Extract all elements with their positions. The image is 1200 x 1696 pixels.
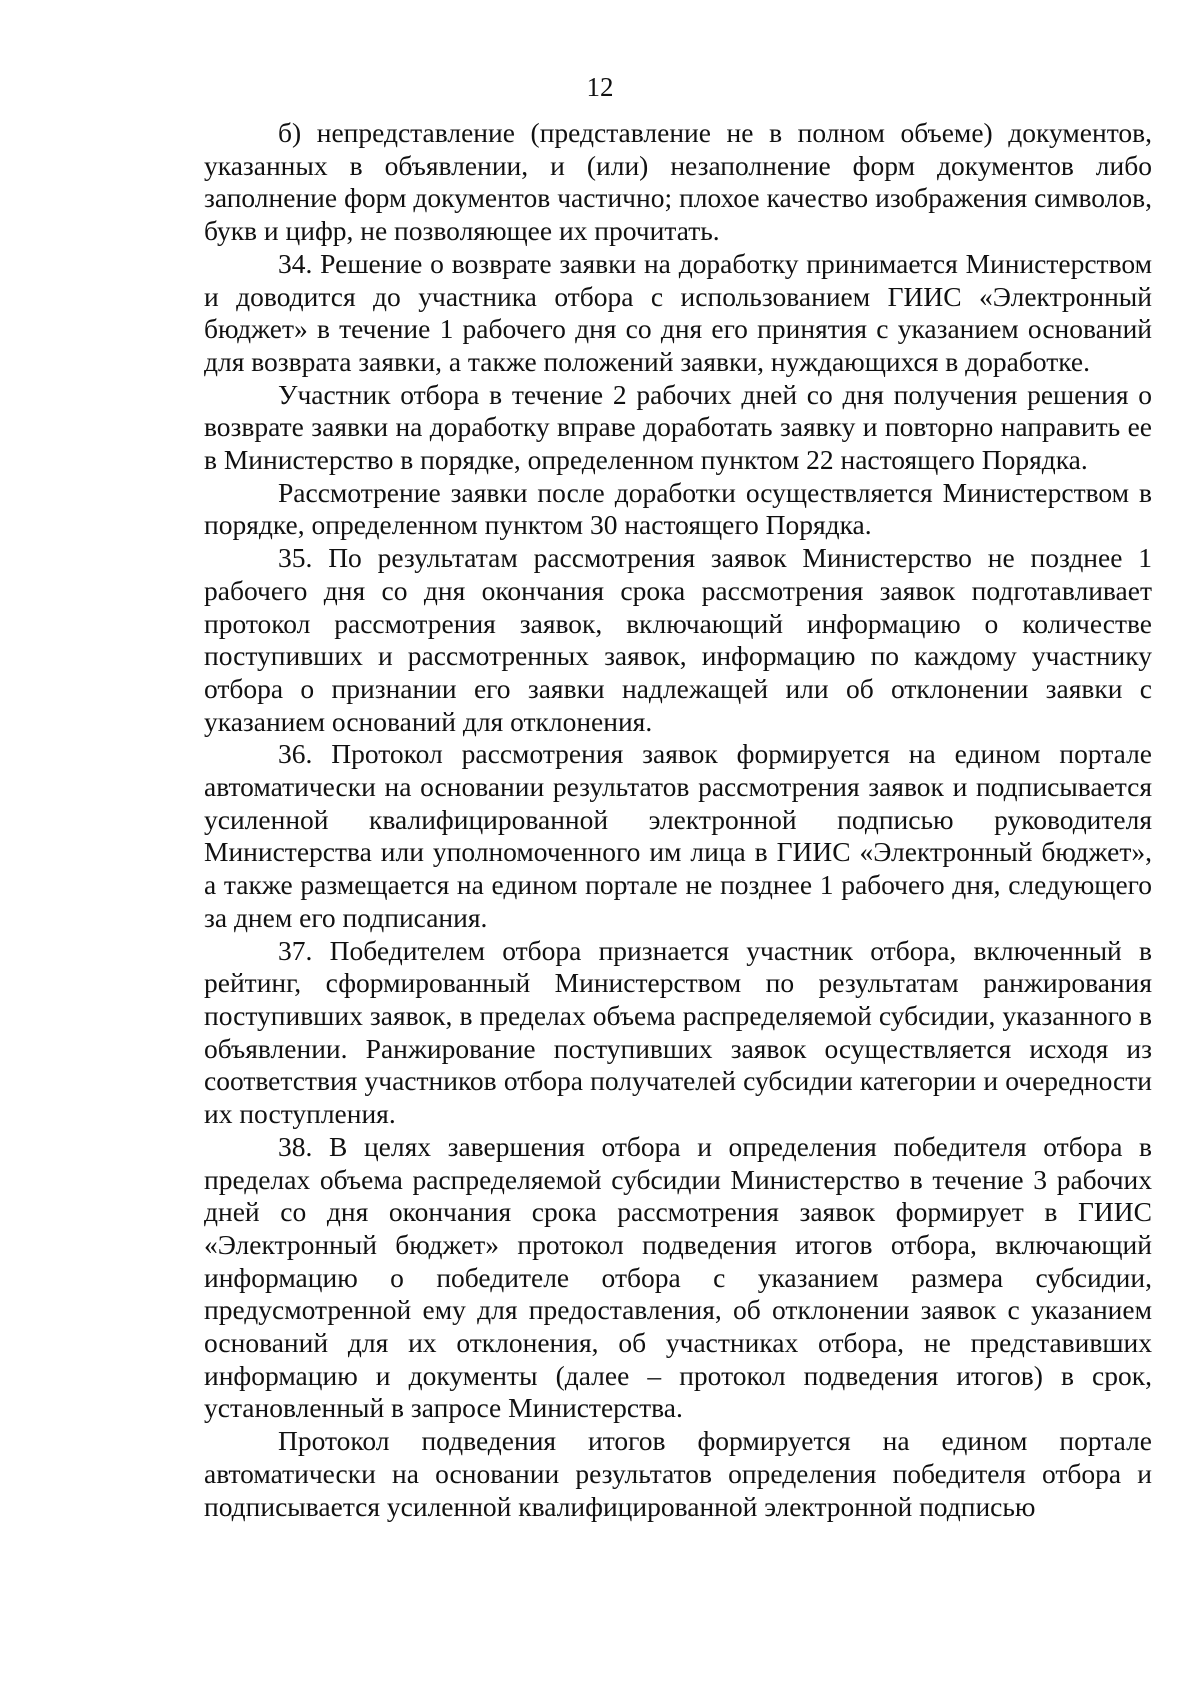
paragraph-34-participant-revision: Участник отбора в течение 2 рабочих дней со дня получения решения о возврате заявки на доработку вправе доработать заявку и повторно направить ее в Министерство в порядке, определенном пунктом 22 настоящего Порядка. [204,378,1152,476]
paragraph-item-b-nonsubmission: б) непредставление (представление не в полном объеме) документов, указанных в объявлении, и (или) незаполнение форм документов либо заполнение форм документов частично; плохое качество изображения символов, букв и цифр, не позволяющее их прочитать. [204,117,1152,247]
paragraph-38-protocol-formation: Протокол подведения итогов формируется на едином портале автоматически на основании результатов определения победителя отбора и подписывается усиленной квалифицированной электронной подписью [204,1425,1152,1522]
document-body [204,117,1152,1523]
paragraph-34-return-decision: 34. Решение о возврате заявки на доработку принимается Министерством и доводится до участника отбора с использованием ГИИС «Электронный бюджет» в течение 1 рабочего дня со дня его принятия с указанием оснований для возврата заявки, а также положений заявки, нуждающихся в доработке. [204,247,1152,377]
paragraph-34-review-after-revision: Рассмотрение заявки после доработки осуществляется Министерством в порядке, определенном пунктом 30 настоящего Порядка. [204,476,1152,541]
paragraph-35-review-protocol: 35. По результатам рассмотрения заявок Министерство не позднее 1 рабочего дня со дня окончания срока рассмотрения заявок подготавливает протокол рассмотрения заявок, включающий информацию о количестве поступивших и рассмотренных заявок, информацию по каждому участнику отбора о признании его заявки надлежащей или об отклонении заявки с указанием оснований для отклонения. [204,542,1152,737]
paragraph-38-summary-protocol: 38. В целях завершения отбора и определения победителя отбора в пределах объема распределяемой субсидии Министерство в течение 3 рабочих дней со дня окончания срока рассмотрения заявок формирует в ГИИС «Электронный бюджет» протокол подведения итогов отбора, включающий информацию о победителе отбора с указанием размера субсидии, предусмотренной ему для предоставления, об отклонении заявок с указанием оснований для их отклонения, об участниках отбора, не представивших информацию и документы (далее – протокол подведения итогов) в срок, установленный в запросе Министерства. [204,1130,1152,1424]
page-number: 12 [586,72,614,102]
paragraph-36-protocol-signing: 36. Протокол рассмотрения заявок формируется на едином портале автоматически на основании результатов рассмотрения заявок и подписывается усиленной квалифицированной электронной подписью руководителя Министерства или уполномоченного им лица в ГИИС «Электронный бюджет», а также размещается на едином портале не позднее 1 рабочего дня, следующего за днем его подписания. [204,738,1152,933]
paragraph-37-winner-selection: 37. Победителем отбора признается участник отбора, включенный в рейтинг, сформированный Министерством по результатам ранжирования поступивших заявок, в пределах объема распределяемой субсидии, указанного в объявлении. Ранжирование поступивших заявок осуществляется исходя из соответствия участников отбора получателей субсидии категории и очередности их поступления. [204,934,1152,1130]
